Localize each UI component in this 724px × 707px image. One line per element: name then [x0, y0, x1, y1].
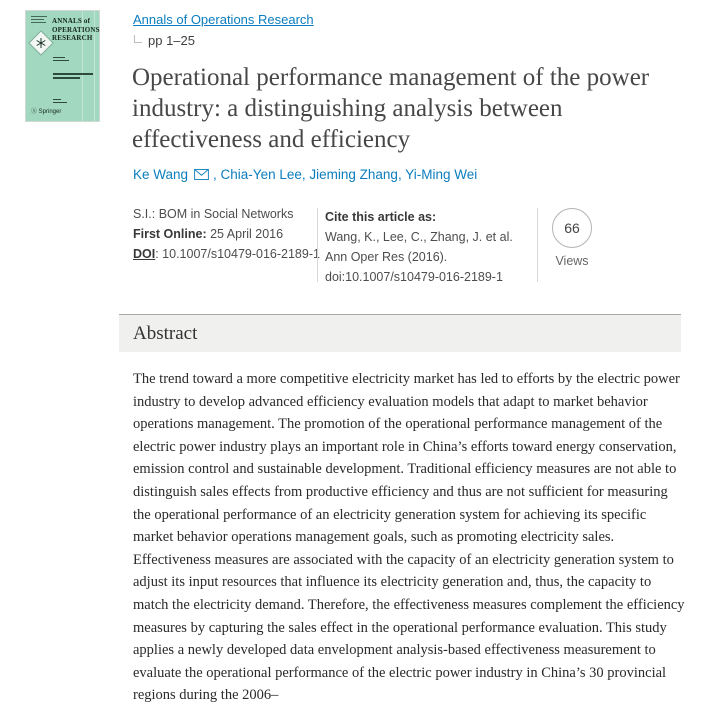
cite-label: Cite this article as:	[325, 210, 437, 224]
views-count: 66	[552, 208, 592, 248]
tree-elbow-icon	[134, 35, 142, 43]
abstract-section-header	[119, 314, 681, 352]
author-separator: ,	[213, 167, 221, 182]
meta-divider	[317, 208, 318, 282]
views-label: Views	[555, 254, 589, 268]
citation-block	[325, 207, 531, 287]
page-range-row	[134, 33, 195, 48]
first-online: First Online: 25 April 2016	[133, 227, 284, 241]
special-issue-label: S.I.: BOM in Social Networks	[133, 207, 294, 221]
article-meta	[133, 207, 320, 267]
author-separator: ,	[301, 167, 310, 182]
springer-logo-icon: Ⓢ Springer	[31, 109, 62, 115]
author-list	[133, 167, 477, 182]
author-link-ke-wang[interactable]: Ke Wang	[133, 167, 189, 182]
cite-text: Wang, K., Lee, C., Zhang, J. et al. Ann Oper Res (2016). doi:10.1007/s10479-016-2189-1	[325, 230, 513, 284]
page-range: pp 1–25	[148, 33, 195, 48]
views-badge	[549, 208, 595, 268]
journal-cover-thumbnail[interactable]	[25, 10, 100, 122]
cover-journal-title: ANNALS of OPERATIONS RESEARCH	[52, 17, 100, 42]
cover-issue-info-lines	[31, 16, 47, 25]
journal-link[interactable]: Annals of Operations Research	[133, 12, 314, 27]
author-separator: ,	[397, 167, 406, 182]
author-link-chia-yen-lee[interactable]: Chia-Yen Lee	[220, 167, 302, 182]
email-icon[interactable]	[194, 168, 209, 183]
author-link-yi-ming-wei[interactable]: Yi-Ming Wei	[405, 167, 478, 182]
doi: DOI: 10.1007/s10479-016-2189-1	[133, 247, 320, 261]
abstract-heading: Abstract	[133, 322, 198, 344]
abstract-text: The trend toward a more competitive electricity market has led to efforts by the electric power industry to develop advanced efficiency evaluation models that adapt to market behavior operations management. The promotion of the operational performance management of the electric power industry plays an important role in China’s efforts toward energy conservation, emission control and sustainable development. Traditional efficiency measures are not able to distinguish sales effects from productive efficiency and thus are not sufficient for measuring the operational performance of an electricity generation system for achieving its specific market behavior operations management goals, such as promoting electricity sales. Effectiveness measures are associated with the capacity of an electricity generation system to adjust its input resources that influence its electricity generation and, thus, the capacity to match the electricity demand. Therefore, the effectiveness measures complement the efficiency measures by capturing the sales effect in the operational performance evaluation. This study applies a newly developed data envelopment analysis-based effectiveness measurement to evaluate the operational performance of the electric power industry in China’s 30 provincial regions during the 2006–	[133, 371, 685, 704]
article-title: Operational performance management of the power industry: a distinguishing analysis between effectiveness and efficiency	[132, 64, 650, 153]
meta-divider	[537, 208, 538, 282]
journal-emblem-icon	[30, 32, 53, 55]
cover-issue-title-lines	[53, 73, 93, 81]
author-link-jieming-zhang[interactable]: Jieming Zhang	[309, 167, 398, 182]
cover-guest-editor-lines	[53, 99, 67, 105]
cover-editor-lines	[53, 57, 69, 63]
